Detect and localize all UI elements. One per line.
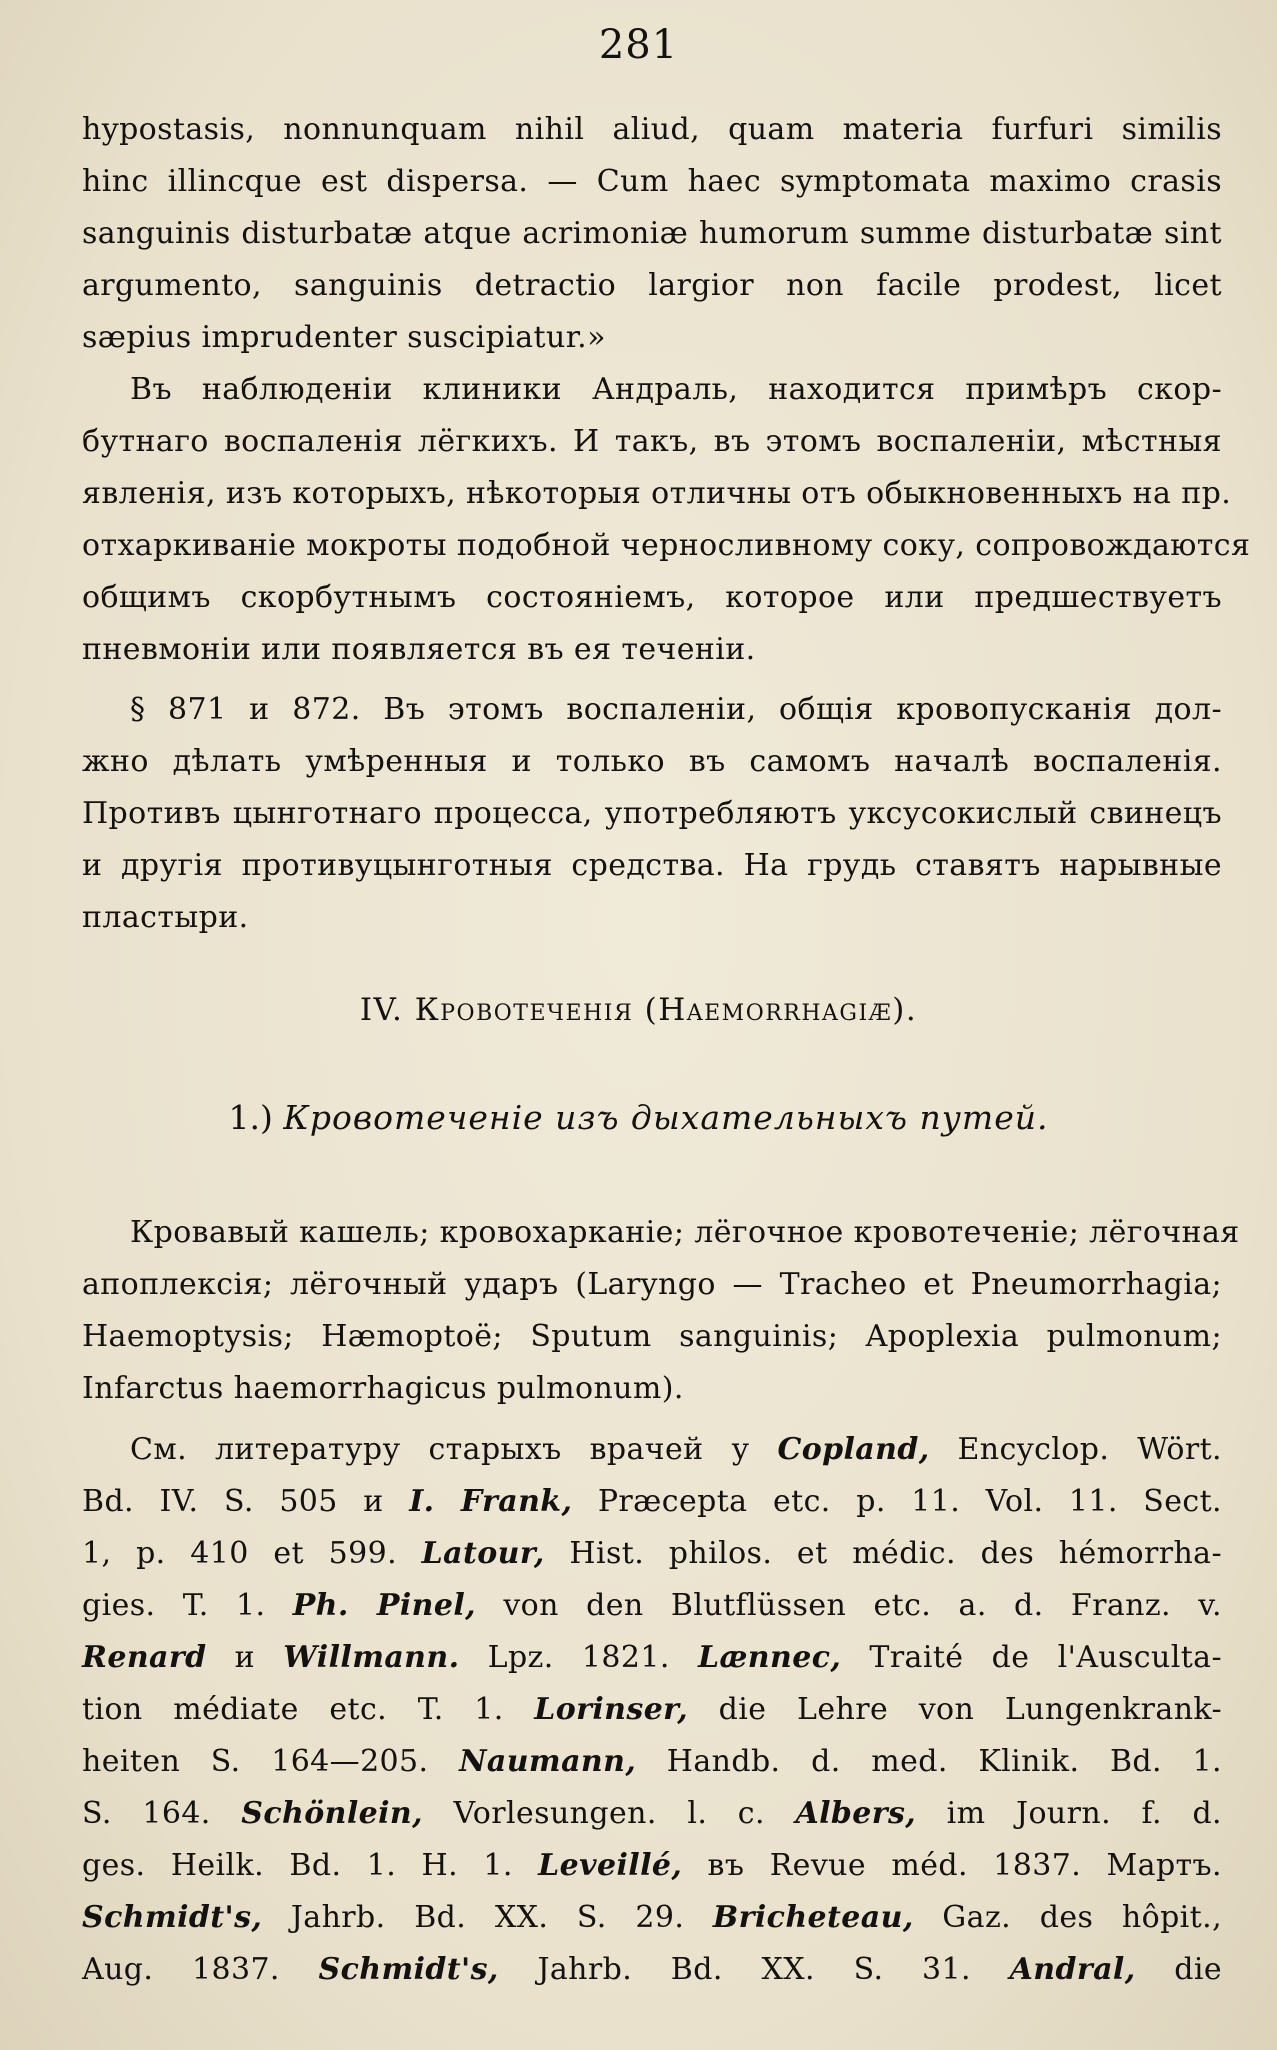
text-line: Schmidt's, Jahrb. Bd. XX. S. 29. Bricheteau, Gaz. des hôpit., — [82, 1900, 1223, 1935]
text-line: sæpius imprudenter suscipiatur.» — [82, 320, 606, 355]
text-line: heiten S. 164—205. Naumann, Handb. d. med. Klinik. Bd. 1. — [82, 1744, 1222, 1779]
text-line: отхаркиваніе мокроты подобной черносливному соку, сопровождаются — [82, 528, 1251, 563]
text-line: gies. T. 1. Ph. Pinel, von den Blutflüssen etc. a. d. Franz. v. — [82, 1588, 1222, 1623]
author-name: Latour, — [421, 1536, 545, 1571]
text-line: общимъ скорбутнымъ состояніемъ, которое или предшествуетъ — [82, 580, 1222, 615]
author-name: Albers, — [795, 1796, 917, 1831]
text-line: Infarctus haemorrhagicus pulmonum). — [82, 1371, 684, 1406]
author-name: Renard — [82, 1640, 207, 1675]
text-line: пневмоніи или появляется въ ея теченіи. — [82, 632, 756, 667]
text-line: явленія, изъ которыхъ, нѣкоторыя отличны отъ обыкновенныхъ на пр. — [82, 476, 1232, 511]
subheading-title: Кровотеченіе изъ дыхательныхъ путей. — [283, 1098, 1049, 1137]
text-line: Въ наблюденіи клиники Андраль, находится примѣръ скор- — [130, 372, 1222, 407]
text-line: жно дѣлать умѣренныя и только въ самомъ началѣ воспаленія. — [82, 744, 1222, 779]
author-name: Lorinser, — [534, 1692, 689, 1727]
text-line: ges. Heilk. Bd. 1. H. 1. Leveillé, въ Revue méd. 1837. Мартъ. — [82, 1848, 1222, 1883]
text-line: бутнаго воспаленія лёгкихъ. И такъ, въ этомъ воспаленіи, мѣстныя — [82, 424, 1222, 459]
text-line: пластыри. — [82, 900, 249, 935]
text-line: апоплексія; лёгочный ударъ (Laryngo — Tracheo et Pneumorrhagia; — [82, 1267, 1222, 1302]
heading-latin: (Haemorrhagiæ). — [644, 992, 918, 1028]
text-line: См. литературу старыхъ врачей у Copland, Encyclop. Wört. — [130, 1432, 1222, 1467]
text-line: hypostasis, nonnunquam nihil aliud, quam materia furfuri similis — [82, 112, 1222, 147]
page-number: 281 — [598, 22, 679, 68]
author-name: I. Frank, — [409, 1484, 573, 1519]
text-line: Renard и Willmann. Lpz. 1821. Lænnec, Traité de l'Ausculta- — [82, 1640, 1222, 1675]
text-line: Aug. 1837. Schmidt's, Jahrb. Bd. XX. S. 31. Andral, die — [82, 1952, 1222, 1987]
text-line: tion médiate etc. T. 1. Lorinser, die Lehre von Lungenkrank- — [82, 1692, 1223, 1727]
author-name: Willmann. — [283, 1640, 460, 1675]
paragraph-literature — [82, 1424, 1222, 1996]
subheading-number: 1.) — [228, 1098, 273, 1137]
author-name: Leveillé, — [538, 1848, 683, 1883]
heading-title: Кровотеченія — [414, 992, 634, 1028]
paragraph-andral — [82, 364, 1251, 676]
author-name: Bricheteau, — [712, 1900, 914, 1935]
text-line: Bd. IV. S. 505 и I. Frank, Præcepta etc. p. 11. Vol. 11. Sect. — [82, 1484, 1222, 1519]
author-name: Schmidt's, — [318, 1952, 499, 1987]
author-name: Andral, — [1009, 1952, 1136, 1987]
text-line: Haemoptysis; Hæmoptoë; Sputum sanguinis; Apoplexia pulmonum; — [82, 1319, 1222, 1354]
section-heading — [0, 992, 1277, 1028]
text-line: Кровавый кашель; кровохарканіе; лёгочное кровотеченіе; лёгочная — [130, 1215, 1240, 1250]
text-line: 1, p. 410 et 599. Latour, Hist. philos. et médic. des hémorrha- — [82, 1536, 1222, 1571]
text-line: hinc illincque est dispersa. — Cum haec symptomata maximo crasis — [82, 164, 1222, 199]
text-line: Противъ цынготнаго процесса, употребляютъ уксусокислый свинецъ — [82, 796, 1222, 831]
text-line: и другія противуцынготныя средства. На грудь ставятъ нарывные — [82, 848, 1222, 883]
author-name: Ph. Pinel, — [292, 1588, 477, 1623]
author-name: Copland, — [777, 1432, 930, 1467]
text-line: sanguinis disturbatæ atque acrimoniæ humorum summe disturbatæ sint — [82, 216, 1222, 251]
paragraph-synonyms — [82, 1207, 1240, 1415]
paragraph-latin — [82, 104, 1222, 364]
text-line: S. 164. Schönlein, Vorlesungen. l. c. Albers, im Journ. f. d. — [82, 1796, 1222, 1831]
heading-numeral: IV. — [359, 992, 404, 1028]
text-line: argumento, sanguinis detractio largior non facile prodest, licet — [82, 268, 1222, 303]
author-name: Naumann, — [459, 1744, 637, 1779]
paragraph-section — [82, 684, 1222, 944]
author-name: Lænnec, — [697, 1640, 842, 1675]
author-name: Schönlein, — [241, 1796, 423, 1831]
author-name: Schmidt's, — [82, 1900, 263, 1935]
text-line: § 871 и 872. Въ этомъ воспаленіи, общія кровопусканія дол- — [130, 692, 1222, 727]
subsection-heading — [0, 1098, 1277, 1137]
